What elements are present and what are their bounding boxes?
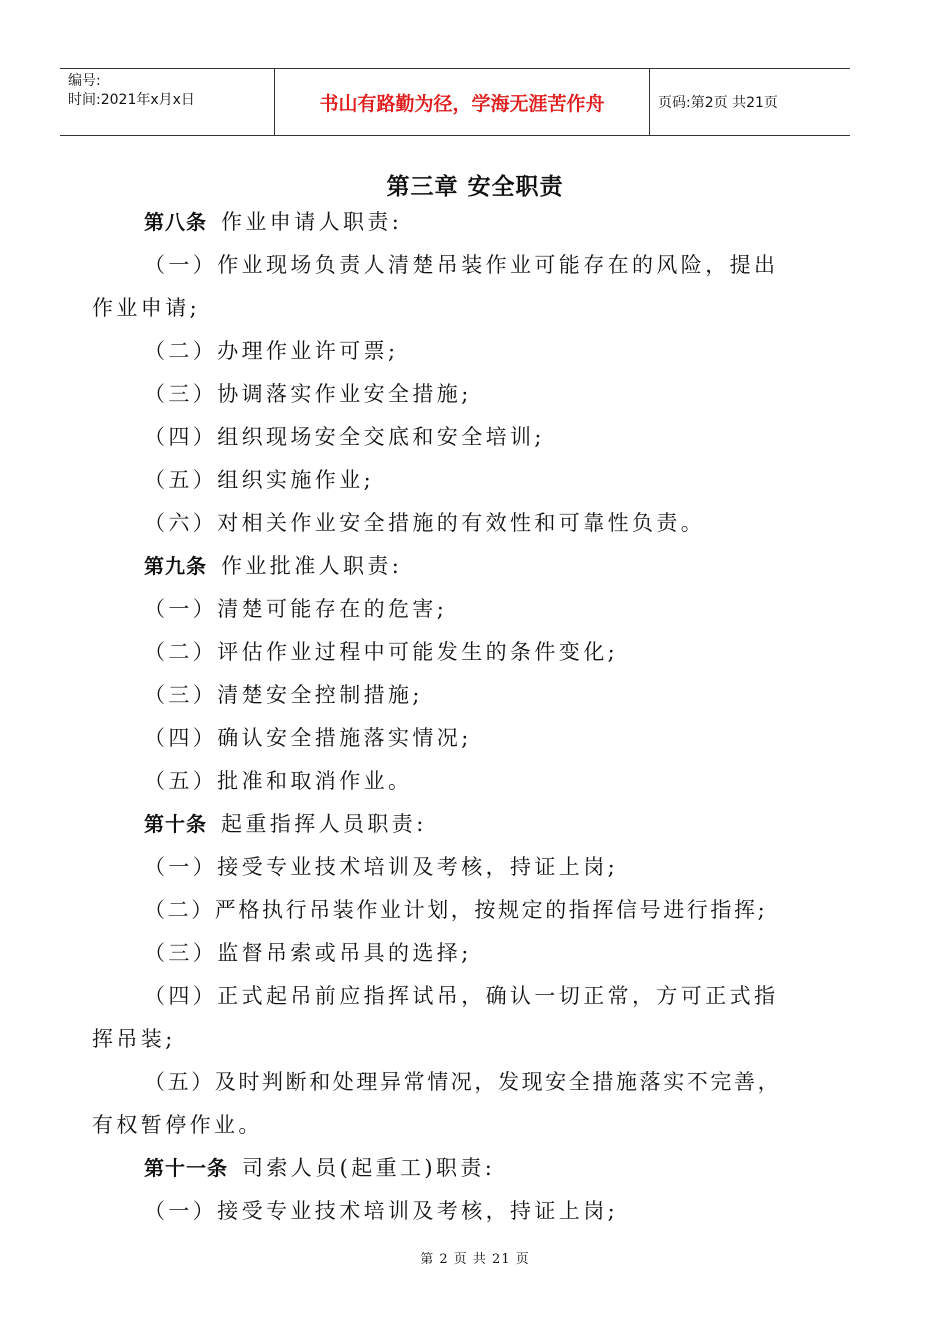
paragraph-line [92, 330, 840, 373]
line-text: （四）组织现场安全交底和安全培训; [144, 425, 545, 449]
paragraph-line [92, 1104, 840, 1147]
line-text: （四）正式起吊前应指挥试吊，确认一切正常，方可正式指 [144, 984, 779, 1008]
line-text: 作业申请人职责: [221, 210, 403, 234]
line-text: （二）严格执行吊装作业计划，按规定的指挥信号进行指挥; [144, 898, 768, 922]
line-text: 司索人员(起重工)职责: [242, 1156, 496, 1180]
article-heading-line [92, 545, 840, 588]
paragraph-line [92, 846, 840, 889]
paragraph-line [92, 287, 840, 330]
line-text: （四）确认安全措施落实情况; [144, 726, 472, 750]
paragraph-line [92, 244, 840, 287]
header-motto: 书山有路勤为径，学海无涯苦作舟 [275, 69, 650, 135]
line-text: （六）对相关作业安全措施的有效性和可靠性负责。 [144, 511, 706, 535]
line-text: （三）监督吊索或吊具的选择; [144, 941, 472, 965]
line-text: （五）批准和取消作业。 [144, 769, 413, 793]
paragraph-line [92, 1061, 840, 1104]
line-text: （二）评估作业过程中可能发生的条件变化; [144, 640, 619, 664]
paragraph-line [92, 1018, 840, 1061]
time-label: 时间:2021年x月x日 [68, 92, 195, 108]
paragraph-line [92, 588, 840, 631]
line-text: （一）接受专业技术培训及考核，持证上岗; [144, 1199, 619, 1223]
article-number: 第八条 [144, 210, 207, 234]
document-body [92, 201, 840, 1233]
line-text: 有权暂停作业。 [92, 1113, 263, 1137]
paragraph-line [92, 975, 840, 1018]
line-text: （五）及时判断和处理异常情况，发现安全措施落实不完善， [144, 1070, 782, 1094]
article-heading-line [92, 803, 840, 846]
line-text: 挥吊装; [92, 1027, 176, 1051]
article-number: 第十一条 [144, 1156, 228, 1180]
paragraph-line [92, 631, 840, 674]
line-text: 起重指挥人员职责: [221, 812, 427, 836]
article-number: 第十条 [144, 812, 207, 836]
line-text: （一）清楚可能存在的危害; [144, 597, 448, 621]
number-label: 编号: [68, 73, 101, 89]
line-text: （一）作业现场负责人清楚吊装作业可能存在的风险，提出 [144, 253, 779, 277]
header-page-info: 页码:第2页 共21页 [658, 95, 778, 111]
header-table [60, 68, 850, 136]
line-text: （五）组织实施作业; [144, 468, 375, 492]
article-heading-line [92, 201, 840, 244]
paragraph-line [92, 1190, 840, 1233]
line-text: 作业申请; [92, 296, 201, 320]
paragraph-line [92, 674, 840, 717]
paragraph-line [92, 459, 840, 502]
line-text: （三）协调落实作业安全措施; [144, 382, 472, 406]
paragraph-line [92, 889, 840, 932]
page-footer: 第 2 页 共 21 页 [420, 1252, 530, 1267]
paragraph-line [92, 502, 840, 545]
chapter-title: 第三章 安全职责 [386, 173, 564, 200]
paragraph-line [92, 717, 840, 760]
paragraph-line [92, 932, 840, 975]
paragraph-line [92, 760, 840, 803]
paragraph-line [92, 373, 840, 416]
line-text: （三）清楚安全控制措施; [144, 683, 423, 707]
header-left-cell [60, 69, 275, 135]
paragraph-line [92, 416, 840, 459]
line-text: （一）接受专业技术培训及考核，持证上岗; [144, 855, 619, 879]
article-heading-line [92, 1147, 840, 1190]
article-number: 第九条 [144, 554, 207, 578]
line-text: （二）办理作业许可票; [144, 339, 399, 363]
line-text: 作业批准人职责: [221, 554, 403, 578]
